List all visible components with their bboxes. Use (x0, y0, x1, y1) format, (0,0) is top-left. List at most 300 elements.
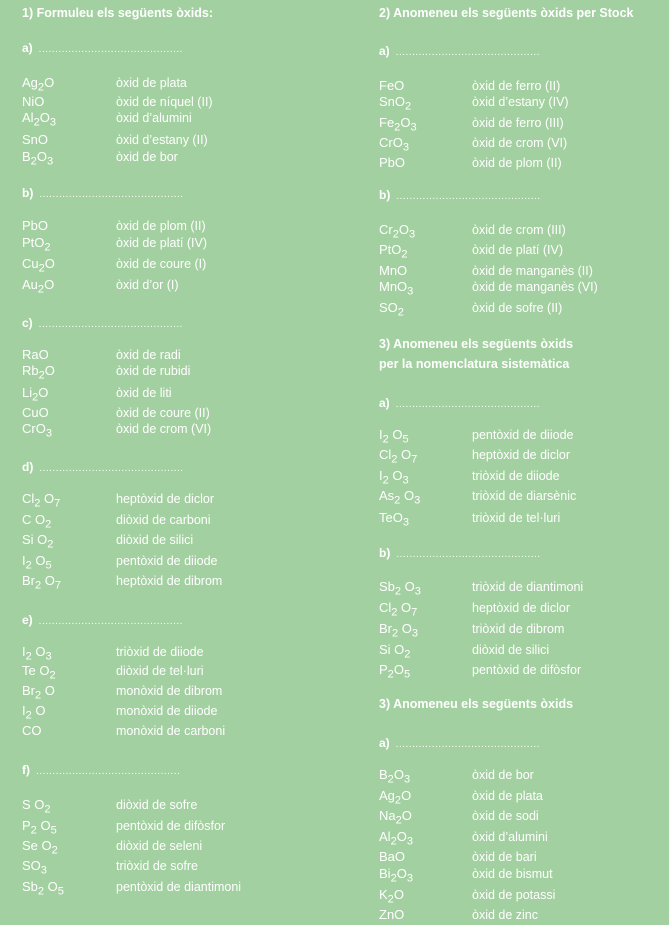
formula-subscript: 7 (411, 606, 418, 619)
oxide-row (379, 426, 669, 444)
subsection-letter: e) (22, 613, 33, 627)
formula-subscript: 2 (404, 648, 411, 661)
subsection-label (22, 614, 183, 627)
formula-symbol: Au (22, 277, 38, 292)
formula-symbol: RaO (22, 347, 49, 362)
formula-subscript: 3 (45, 427, 52, 440)
formula-symbol: O (31, 703, 46, 718)
heading-exercise-4: 3) Anomeneu els següents òxids (379, 697, 574, 711)
formula-subscript: 2 (387, 773, 394, 786)
oxide-row (22, 552, 312, 570)
oxide-row (379, 154, 669, 172)
oxide-name: òxid d’or (I) (116, 278, 179, 292)
formula-symbol: Sb (22, 879, 38, 894)
oxide-name: òxid de bor (472, 768, 534, 782)
formula-symbol: Al (379, 829, 391, 844)
oxide-row (379, 865, 669, 883)
formula-subscript: 2 (395, 814, 402, 827)
oxide-row (22, 109, 312, 127)
oxide-name: òxid de liti (116, 386, 172, 400)
formula-subscript: 2 (34, 497, 41, 510)
formula-subscript: 2 (390, 835, 397, 848)
formula-symbol: P (22, 818, 31, 833)
oxide-name: pentòxid de diantimoni (116, 880, 242, 894)
formula-symbol: I (22, 553, 26, 568)
oxide-name: pentòxid de difòsfor (116, 819, 226, 833)
oxide-row (379, 487, 669, 505)
oxide-formula (379, 865, 413, 883)
oxide-name: diòxid de sofre (116, 798, 198, 812)
formula-symbol: P (379, 662, 388, 677)
formula-symbol: Fe (379, 115, 395, 130)
oxide-name: pentòxid de diiode (116, 554, 218, 568)
oxide-name: pentòxid de difòsfor (472, 663, 582, 677)
oxide-formula (379, 426, 409, 444)
formula-subscript: 3 (414, 494, 421, 507)
answer-line: ............................................ (38, 44, 183, 55)
formula-subscript: 2 (394, 121, 401, 134)
oxide-name: òxid d’estany (II) (116, 133, 208, 147)
oxide-name: triòxid de diiode (116, 645, 204, 659)
formula-symbol: O (39, 110, 50, 125)
subsection-label (22, 461, 184, 474)
formula-subscript: 2 (49, 669, 56, 682)
formula-subscript: 2 (382, 433, 389, 446)
formula-symbol: SO (22, 858, 41, 873)
oxide-name: heptòxid de diclor (472, 448, 570, 462)
oxide-name: heptòxid de diclor (116, 492, 214, 506)
oxide-row (22, 817, 312, 835)
formula-subscript: 2 (32, 391, 39, 404)
formula-symbol: O (388, 427, 403, 442)
oxide-name: òxid de ferro (III) (472, 116, 564, 130)
formula-subscript: 5 (403, 668, 411, 681)
formula-symbol: O (393, 887, 404, 902)
formula-subscript: 3 (406, 835, 413, 848)
oxide-name: òxid de plom (II) (472, 156, 562, 170)
subsection-label (379, 45, 540, 58)
oxide-formula (379, 886, 404, 904)
subsection-letter: c) (22, 316, 33, 330)
formula-subscript: 3 (407, 285, 414, 298)
formula-symbol: O (400, 488, 415, 503)
oxide-row (22, 796, 312, 814)
formula-subscript: 2 (35, 689, 42, 702)
oxide-formula (379, 641, 410, 659)
oxide-row (379, 766, 669, 784)
formula-subscript: 2 (390, 872, 397, 885)
formula-symbol: SnO (22, 132, 49, 147)
subsection-letter: a) (379, 736, 390, 750)
formula-subscript: 2 (387, 668, 394, 681)
oxide-formula (22, 878, 64, 896)
oxide-name: triòxid de diantimoni (472, 580, 584, 594)
subsection-label (379, 397, 540, 410)
oxide-formula (22, 817, 57, 835)
oxide-name: òxid de potassi (472, 888, 556, 902)
formula-subscript: 2 (394, 585, 402, 598)
formula-symbol: Si O (22, 532, 48, 547)
formula-symbol: I (22, 703, 26, 718)
subsection-label (22, 317, 183, 330)
heading-exercise-3-line1: 3) Anomeneu els següents òxids (379, 337, 574, 351)
oxide-formula (22, 384, 48, 402)
formula-subscript: 2 (44, 241, 51, 254)
oxide-formula (379, 467, 409, 485)
oxide-formula (379, 578, 421, 596)
formula-symbol: Cl (379, 447, 392, 462)
oxide-name: òxid de plata (116, 76, 187, 90)
formula-subscript: 3 (402, 474, 409, 487)
formula-subscript: 2 (394, 794, 402, 807)
formula-subscript: 2 (47, 538, 54, 551)
oxide-row (379, 221, 669, 239)
heading-exercise-3-line2: per la nomenclatura sistemàtica (379, 357, 570, 371)
oxide-name: òxid de zinc (472, 908, 539, 922)
oxide-formula (379, 828, 413, 846)
formula-symbol: O (397, 600, 412, 615)
formula-subscript: 2 (37, 81, 45, 94)
formula-symbol: B (22, 149, 31, 164)
formula-symbol: O (393, 767, 404, 782)
oxide-name: heptòxid de diclor (472, 601, 570, 615)
oxide-row (379, 599, 669, 617)
formula-symbol: O (396, 829, 407, 844)
oxide-name: diòxid de silici (116, 533, 194, 547)
oxide-formula (22, 420, 52, 438)
oxide-name: monòxid de diiode (116, 704, 218, 718)
formula-symbol: TeO (379, 510, 403, 525)
oxide-row (22, 643, 312, 661)
formula-symbol: O (38, 385, 49, 400)
oxide-row (22, 837, 312, 855)
formula-symbol: O (401, 579, 415, 594)
answer-line: ............................................ (395, 47, 540, 58)
oxide-name: òxid de platí (IV) (472, 243, 564, 257)
oxide-row (379, 114, 669, 132)
oxide-formula (22, 702, 46, 720)
formula-subscript: 2 (391, 453, 398, 466)
formula-symbol: B (379, 767, 388, 782)
answer-line: ............................................ (39, 189, 184, 200)
formula-symbol: O (398, 621, 412, 636)
formula-symbol: O (31, 553, 46, 568)
oxide-formula (22, 662, 56, 680)
formula-subscript: 3 (45, 650, 52, 663)
formula-symbol: O (400, 115, 411, 130)
formula-subscript: 3 (409, 228, 416, 241)
subsection-label (22, 187, 184, 200)
oxide-formula (379, 787, 411, 805)
oxide-formula (379, 848, 405, 866)
oxide-formula (22, 74, 54, 92)
oxide-name: heptòxid de dibrom (116, 574, 223, 588)
oxide-name: triòxid de diiode (472, 469, 560, 483)
oxide-row (379, 467, 669, 485)
formula-subscript: 7 (54, 497, 61, 510)
formula-subscript: 2 (25, 650, 32, 663)
heading-exercise-2: 2) Anomeneu els següents òxids per Stock (379, 6, 634, 20)
formula-symbol: O (36, 149, 47, 164)
oxide-name: òxid de bor (116, 150, 178, 164)
oxide-row (22, 74, 312, 92)
answer-line: ............................................ (38, 319, 183, 330)
oxide-row (379, 446, 669, 464)
oxide-formula (22, 531, 53, 549)
oxide-name: òxid d’estany (IV) (472, 95, 569, 109)
subsection-letter: b) (379, 188, 391, 202)
formula-symbol: SO (379, 300, 398, 315)
oxide-row (379, 578, 669, 596)
oxide-name: òxid de coure (II) (116, 406, 210, 420)
oxide-name: òxid de radi (116, 348, 181, 362)
formula-subscript: 2 (394, 494, 401, 507)
oxide-name: pentòxid de diiode (472, 428, 574, 442)
formula-symbol: Na (379, 808, 396, 823)
formula-subscript: 7 (54, 579, 62, 592)
formula-symbol: C O (22, 512, 46, 527)
oxide-row (379, 848, 669, 866)
oxide-formula (379, 134, 409, 152)
oxide-formula (379, 487, 420, 505)
formula-symbol: MnO (379, 279, 408, 294)
oxide-name: òxid de crom (III) (472, 223, 566, 237)
oxide-formula (22, 217, 48, 235)
oxide-formula (22, 857, 47, 875)
formula-subscript: 2 (25, 709, 32, 722)
formula-symbol: Se O (22, 838, 52, 853)
oxide-formula (22, 131, 48, 149)
oxide-formula (379, 299, 404, 317)
oxide-row (22, 131, 312, 149)
answer-line: ............................................ (395, 739, 540, 750)
formula-symbol: O (401, 808, 412, 823)
formula-symbol: Br (22, 573, 35, 588)
formula-symbol: O (397, 447, 412, 462)
oxide-name: òxid de sofre (II) (472, 301, 563, 315)
oxide-formula (22, 511, 51, 529)
oxide-name: triòxid de sofre (116, 859, 198, 873)
formula-symbol: Te O (22, 663, 50, 678)
answer-line: ............................................ (39, 463, 184, 474)
oxide-name: monòxid de carboni (116, 724, 226, 738)
oxide-row (22, 255, 312, 273)
oxide-name: triòxid de dibrom (472, 622, 565, 636)
oxide-formula (379, 446, 417, 464)
formula-subscript: 2 (38, 262, 45, 275)
formula-symbol: K (379, 887, 388, 902)
formula-subscript: 3 (40, 864, 47, 877)
oxide-row (22, 384, 312, 402)
answer-line: ............................................ (396, 549, 541, 560)
formula-symbol: Cu (22, 256, 39, 271)
formula-symbol: O (44, 879, 58, 894)
formula-symbol: O (396, 866, 407, 881)
formula-symbol: PbO (22, 218, 49, 233)
formula-symbol: NiO (22, 94, 45, 109)
formula-symbol: O (40, 491, 55, 506)
oxide-row (22, 722, 312, 740)
formula-symbol: O (41, 683, 55, 698)
oxide-row (22, 857, 312, 875)
oxide-name: òxid de platí (IV) (116, 236, 208, 250)
oxide-formula (22, 682, 55, 700)
formula-symbol: Bi (379, 866, 391, 881)
oxide-formula (379, 509, 409, 527)
oxide-name: òxid de bari (472, 850, 537, 864)
oxide-formula (379, 221, 415, 239)
formula-subscript: 2 (51, 844, 58, 857)
oxide-name: òxid de sodi (472, 809, 539, 823)
oxide-name: òxid de plata (472, 789, 543, 803)
formula-symbol: PbO (379, 155, 406, 170)
formula-symbol: O (393, 662, 404, 677)
formula-symbol: O (388, 468, 403, 483)
oxide-row (22, 490, 312, 508)
formula-subscript: 2 (392, 627, 399, 640)
oxide-formula (22, 362, 55, 380)
formula-symbol: I (379, 427, 383, 442)
formula-symbol: Ag (379, 788, 395, 803)
formula-symbol: O (44, 363, 55, 378)
formula-subscript: 2 (45, 518, 52, 531)
oxide-row (22, 148, 312, 166)
oxide-row (22, 531, 312, 549)
formula-subscript: 2 (30, 824, 37, 837)
oxide-formula (379, 241, 408, 259)
oxide-row (22, 362, 312, 380)
formula-symbol: O (31, 644, 46, 659)
subsection-label (22, 764, 180, 777)
formula-subscript: 5 (402, 433, 409, 446)
oxide-name: òxid de bismut (472, 867, 553, 881)
oxide-row (379, 93, 669, 111)
formula-symbol: Br (22, 683, 35, 698)
formula-symbol: O (36, 818, 51, 833)
formula-symbol: O (44, 75, 55, 90)
answer-line: ............................................ (395, 399, 540, 410)
oxide-formula (379, 906, 404, 924)
oxide-row (379, 278, 669, 296)
oxide-name: òxid de crom (VI) (472, 136, 568, 150)
oxide-formula (379, 807, 412, 825)
oxide-row (22, 878, 312, 896)
oxide-row (379, 620, 669, 638)
oxide-name: òxid de crom (VI) (116, 422, 212, 436)
oxide-row (22, 702, 312, 720)
formula-symbol: CrO (22, 421, 46, 436)
answer-line: ............................................ (36, 766, 181, 777)
subsection-letter: a) (379, 44, 390, 58)
oxide-row (379, 906, 669, 924)
formula-subscript: 2 (397, 306, 404, 319)
oxide-name: diòxid de carboni (116, 513, 211, 527)
oxide-formula (379, 766, 410, 784)
oxide-row (22, 217, 312, 235)
formula-subscript: 2 (38, 369, 45, 382)
formula-symbol: Si O (379, 642, 405, 657)
formula-subscript: 3 (403, 773, 411, 786)
formula-symbol: Br (379, 621, 392, 636)
formula-symbol: PtO (22, 235, 45, 250)
oxide-row (379, 299, 669, 317)
oxide-name: òxid de plom (II) (116, 219, 206, 233)
formula-symbol: Cl (22, 491, 35, 506)
formula-subscript: 3 (49, 116, 56, 129)
formula-subscript: 2 (44, 803, 51, 816)
oxide-row (22, 682, 312, 700)
formula-symbol: Rb (22, 363, 39, 378)
formula-symbol: ZnO (379, 907, 405, 922)
subsection-letter: a) (22, 41, 33, 55)
oxide-row (22, 572, 312, 590)
subsection-label (22, 42, 183, 55)
formula-subscript: 2 (30, 155, 37, 168)
oxide-formula (22, 234, 51, 252)
oxide-row (22, 234, 312, 252)
formula-subscript: 2 (35, 579, 42, 592)
oxide-formula (22, 490, 60, 508)
oxide-formula (22, 572, 61, 590)
oxide-row (22, 511, 312, 529)
formula-subscript: 3 (406, 872, 413, 885)
formula-symbol: O (44, 277, 55, 292)
formula-symbol: SnO (379, 94, 406, 109)
formula-subscript: 2 (405, 100, 412, 113)
subsection-letter: b) (22, 186, 34, 200)
oxide-formula (22, 276, 54, 294)
formula-symbol: FeO (379, 78, 405, 93)
oxide-formula (22, 643, 52, 661)
oxide-formula (22, 109, 56, 127)
formula-subscript: 3 (402, 141, 409, 154)
formula-symbol: As (379, 488, 395, 503)
formula-subscript: 5 (50, 824, 57, 837)
formula-symbol: MnO (379, 263, 408, 278)
formula-symbol: Li (22, 385, 33, 400)
formula-subscript: 3 (410, 121, 417, 134)
oxide-row (379, 641, 669, 659)
formula-subscript: 2 (382, 474, 389, 487)
oxide-row (22, 276, 312, 294)
subsection-letter: b) (379, 546, 391, 560)
oxide-row (379, 661, 669, 679)
oxide-row (379, 807, 669, 825)
oxide-row (379, 134, 669, 152)
oxide-name: òxid de manganès (VI) (472, 280, 598, 294)
oxide-row (22, 662, 312, 680)
formula-symbol: CrO (379, 135, 403, 150)
oxide-name: triòxid de tel·luri (472, 511, 561, 525)
oxide-name: diòxid de tel·luri (116, 664, 204, 678)
formula-symbol: PtO (379, 242, 402, 257)
oxide-formula (22, 148, 53, 166)
oxide-formula (379, 114, 417, 132)
oxide-row (22, 420, 312, 438)
formula-subscript: 7 (411, 453, 418, 466)
oxide-formula (379, 154, 405, 172)
oxide-row (379, 828, 669, 846)
subsection-label (379, 737, 540, 750)
formula-subscript: 2 (37, 885, 45, 898)
oxide-row (379, 886, 669, 904)
subsection-label (379, 547, 541, 560)
formula-symbol: I (379, 468, 383, 483)
oxide-name: òxid de coure (I) (116, 257, 207, 271)
subsection-letter: f) (22, 763, 30, 777)
answer-line: ............................................ (38, 616, 183, 627)
oxide-name: monòxid de dibrom (116, 684, 223, 698)
